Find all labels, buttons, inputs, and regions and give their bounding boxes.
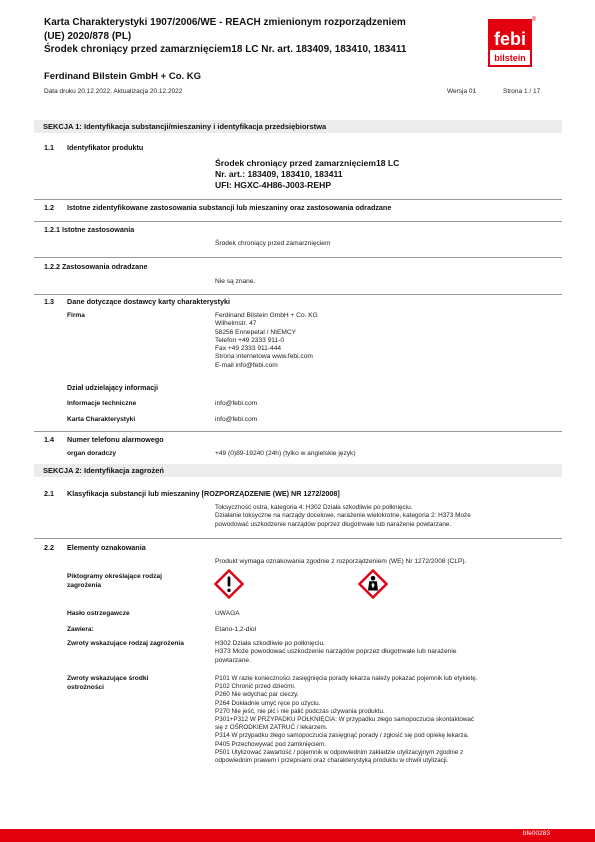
divider (34, 199, 562, 200)
precautionary-line: P101 W razie konieczności zasięgnięcia porady lekarza należy pokazać pojemnik lub etykietę. (215, 675, 478, 682)
num-1-3: 1.3 (44, 297, 54, 306)
label-technical-info: Informacje techniczne (67, 400, 137, 407)
classification-line: Toksyczność ostra, kategoria 4: H302 Działa szkodliwie po połknięciu. (215, 504, 413, 511)
label-hazard-statements: Zwroty wskazujące rodzaj zagrożenia (67, 640, 184, 647)
label-sds-contact: Karta Charakterystyki (67, 416, 136, 423)
num-2-1: 2.1 (44, 489, 54, 498)
precautionary-line: P301+P312 W PRZYPADKU POŁKNIĘCIA: W przypadku złego samopoczucia skontaktować (215, 716, 475, 724)
divider (34, 257, 562, 258)
supplier-line: Wilhelmstr. 47 (215, 320, 257, 328)
divider (34, 221, 562, 222)
relevant-uses-value: Środek chroniący przed zamarznięciem (215, 240, 331, 247)
logo-registered: ® (531, 17, 537, 23)
logo-text-bottom: bilstein (494, 53, 526, 63)
num-1-2: 1.2 (44, 203, 54, 212)
heading-product-identifier: Identyfikator produktu (67, 143, 144, 152)
classification-value (215, 504, 471, 529)
product-line: UFI: HGXC-4H86-J003-REHP (215, 180, 332, 190)
precautionary-line: P102 Chronić przed dziećmi. (215, 683, 296, 691)
contains-value: Etano-1,2-diol (215, 626, 257, 633)
company-name: Ferdinand Bilstein GmbH + Co. KG (44, 71, 202, 82)
health-hazard-pictogram (358, 569, 388, 599)
label-precautionary-statements (67, 675, 148, 692)
product-line: Nr. art.: 183409, 183410, 183411 (215, 169, 343, 179)
num-1-1: 1.1 (44, 143, 54, 152)
print-dates: Data druku 20.12.2022, Aktualizacja 20.12.2022 (44, 88, 183, 95)
supplier-line: Ferdinand Bilstein GmbH + Co. KG (215, 312, 318, 319)
label-firma: Firma (67, 312, 85, 319)
hazard-statement-line: H302 Działa szkodliwie po połknięciu. (215, 640, 325, 647)
document-title (44, 16, 444, 57)
title-line: (UE) 2020/878 (PL) (44, 30, 132, 42)
supplier-line: Fax +49 2333 911-444 (215, 345, 282, 353)
precautionary-line: P405 Przechowywać pod zamknięciem. (215, 740, 326, 748)
classification-line: powodować uszkodzenie narządów poprzez długotrwałe lub narażenie powtarzane. (215, 520, 452, 528)
precautionary-line: P314 W przypadku złego samopoczucia zasięgnąć porady / zgłosić się pod opiekę lekarza. (215, 732, 469, 740)
supplier-details (215, 312, 318, 370)
technical-info-email: info@febi.com (215, 400, 258, 407)
label-line: Zwroty wskazujące środki (67, 675, 149, 682)
heading-relevant-uses: 1.2.1 Istotne zastosowania (44, 225, 135, 234)
sds-contact-email: info@febi.com (215, 416, 258, 423)
divider (34, 294, 562, 295)
heading-classification: Klasyfikacja substancji lub mieszaniny [ROZPORZĄDZENIE (WE) NR 1272/2008] (67, 489, 340, 498)
emergency-phone-value: +49 (0)89-19240 (24h) (tylko w angielskie język) (215, 450, 356, 457)
hazard-statement-line: powtarzane. (215, 656, 251, 664)
exclamation-mark-pictogram (214, 569, 244, 599)
num-1-4: 1.4 (44, 435, 54, 444)
divider (34, 538, 562, 539)
product-line: Środek chroniący przed zamarznięciem18 LC (215, 158, 400, 168)
document-code: bfe00283 (522, 830, 550, 837)
signal-word-value: UWAGA (215, 610, 240, 617)
label-requirement: Produkt wymaga oznakowania zgodnie z rozporządzeniem (WE) Nr 1272/2008 (CLP). (215, 558, 467, 565)
supplier-line: Strona internetowa www.febi.com (215, 353, 313, 361)
label-line: ostrożności (67, 683, 105, 691)
febi-bilstein-logo (487, 16, 537, 68)
title-line: Środek chroniący przed zamarznięciem18 LC Nr. art. 183409, 183410, 183411 (44, 44, 407, 55)
precautionary-line: P270 Nie jeść, nie pić i nie palić podczas używania produktu. (215, 707, 385, 715)
footer-bar (0, 829, 595, 842)
label-line: zagrożenia (67, 581, 102, 589)
label-line: Piktogramy określające rodzaj (67, 573, 162, 580)
section-1-header: SEKCJA 1: Identyfikacja substancji/mieszaniny i identyfikacja przedsiębiorstwa (34, 120, 562, 133)
title-line: Karta Charakterystyki 1907/2006/WE - REACH zmienionym rozporządzeniem (44, 17, 406, 28)
num-2-2: 2.2 (44, 543, 54, 552)
precautionary-line: P501 Utylizować zawartość / pojemnik w odpowiednim zakładzie utylizacyjnym zgodnie z (215, 748, 464, 756)
label-info-department: Dział udzielający informacji (67, 385, 159, 392)
divider (34, 431, 562, 432)
label-pictograms (67, 573, 162, 590)
precautionary-line: P264 Dokładnie umyć ręce po użyciu. (215, 699, 321, 707)
logo-text-top: febi (493, 29, 527, 49)
uses-advised-against-value: Nie są znane. (215, 278, 256, 285)
heading-supplier: Dane dotyczące dostawcy karty charakterystyki (67, 297, 230, 306)
page-number: Strona 1 / 17 (503, 88, 541, 95)
label-contains: Zawiera: (67, 626, 94, 633)
supplier-line: E-mail info@febi.com (215, 361, 278, 369)
precautionary-line: P260 Nie wdychać par cieczy. (215, 691, 299, 699)
precautionary-line: odpowiednim prawem i przepisami oraz charakterystyką produktu w chwili utylizacji. (215, 757, 449, 765)
label-signal-word: Hasło ostrzegawcze (67, 610, 130, 617)
heading-uses-advised-against: 1.2.2 Zastosowania odradzane (44, 262, 148, 271)
section-2-header: SEKCJA 2: Identyfikacja zagrożeń (34, 464, 562, 477)
heading-uses: Istotne zidentyfikowane zastosowania substancji lub mieszaniny oraz zastosowania odradzane (67, 203, 392, 212)
supplier-line: Telefon +49 2333 911-0 (215, 336, 284, 344)
hazard-statements (215, 640, 457, 665)
heading-emergency-phone: Numer telefonu alarmowego (67, 435, 164, 444)
version: Wersja 01 (447, 88, 477, 95)
product-identifier (215, 158, 399, 191)
hazard-statement-line: H373 Może powodować uszkodzenie narządów poprzez długotrwałe lub narażenie (215, 648, 457, 656)
supplier-line: 58256 Ennepetal / NIEMCY (215, 328, 297, 336)
label-advisory-body: organ doradczy (67, 450, 117, 457)
precautionary-statements (215, 675, 478, 765)
heading-label-elements: Elementy oznakowania (67, 543, 146, 552)
classification-line: Działanie toksyczne na narządy docelowe, narażenie wielokrotne, kategoria 2: H373 Może (215, 512, 471, 520)
precautionary-line: się z OŚRODKIEM ZATRUĆ / lekarzem. (215, 724, 328, 732)
